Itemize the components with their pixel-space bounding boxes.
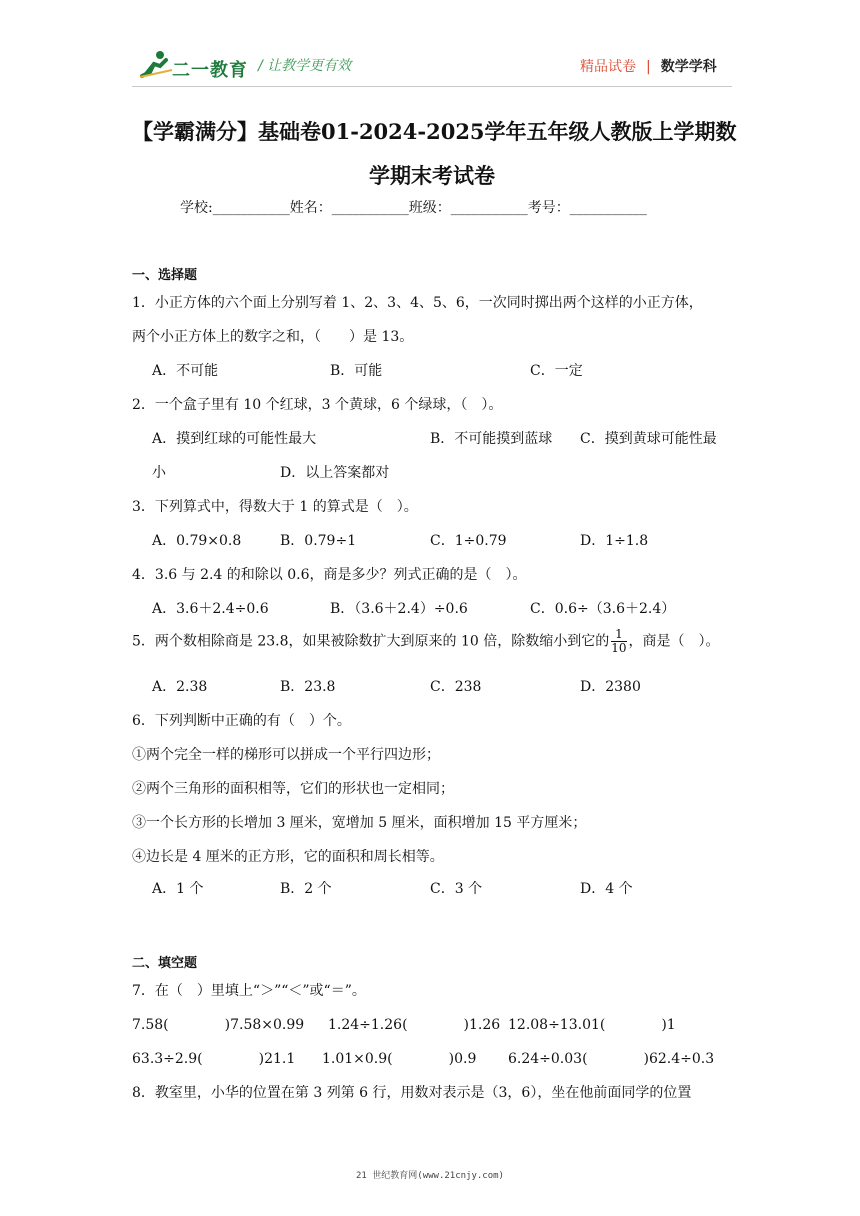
question-6-option-c: C．3 个 [430, 881, 483, 897]
question-3-option-c: C．1÷0.79 [430, 533, 507, 549]
question-2-option-c: C．摸到黄球可能性最 [580, 431, 717, 447]
section-heading-fill: 二、填空题 [132, 956, 198, 971]
question-7-item-5: 1.01×0.9( )0.9 [322, 1051, 477, 1067]
question-2-option-a: A．摸到红球的可能性最大 [152, 431, 317, 447]
question-1-option-b: B．可能 [330, 363, 383, 379]
question-3-option-b: B．0.79÷1 [280, 533, 357, 549]
question-1-line1: 1．小正方体的六个面上分别写着 1、2、3、4、5、6，一次同时掷出两个这样的小正方体， [132, 295, 703, 311]
question-6-statement-2: ②两个三角形的面积相等，它们的形状也一定相同； [132, 781, 454, 797]
question-5-option-b: B．23.8 [280, 679, 336, 695]
fraction-denominator: 10 [611, 641, 627, 655]
question-2-option-b: B．不可能摸到蓝球 [430, 431, 553, 447]
slogan: / 让教学更有效 [258, 58, 352, 74]
question-7-item-3: 12.08÷13.01( )1 [508, 1017, 676, 1033]
subject-label: 数学学科 [660, 59, 717, 75]
fraction-one-tenth [611, 628, 626, 655]
header-divider [132, 86, 732, 87]
question-4-option-c: C．0.6÷（3.6＋2.4） [530, 601, 676, 617]
question-7-item-4: 63.3÷2.9( )21.1 [132, 1051, 296, 1067]
question-5-tail: ，商是（ ）。 [628, 633, 720, 650]
question-5-option-a: A．2.38 [152, 679, 208, 695]
question-1-line2: 两个小正方体上的数字之和，（ ）是 13。 [132, 329, 414, 345]
question-4-option-a: A．3.6＋2.4÷0.6 [152, 601, 269, 617]
question-3-option-a: A．0.79×0.8 [152, 533, 242, 549]
brand-name: 二一教育 [172, 60, 248, 81]
page-footer: 21 世纪教育网(www.21cnjy.com) [356, 1171, 504, 1181]
question-1-option-c: C．一定 [530, 363, 583, 379]
question-6-statement-1: ①两个完全一样的梯形可以拼成一个平行四边形； [132, 747, 440, 763]
page-title-line2: 学期末考试卷 [369, 163, 495, 188]
question-5-option-d: D．2380 [580, 679, 641, 695]
page-title-line1: 【学霸满分】基础卷01-2024-2025学年五年级人教版上学期数 [132, 119, 737, 144]
question-6-option-d: D．4 个 [580, 881, 633, 897]
brand-logo [138, 50, 258, 80]
student-info-line: 学校:___________姓名：___________班级：___________考号：___________ [180, 200, 647, 216]
question-2-option-c-cont: 小 [152, 465, 166, 481]
question-8: 8．教室里，小华的位置在第 3 列第 6 行，用数对表示是（3，6），坐在他前面同学的位置 [132, 1085, 692, 1101]
premium-paper-label: 精品试卷 [580, 59, 636, 75]
question-6-statement-4: ④边长是 4 厘米的正方形，它的面积和周长相等。 [132, 849, 444, 865]
header-right [580, 56, 717, 76]
question-4: 4．3.6 与 2.4 的和除以 0.6，商是多少？列式正确的是（ ）。 [132, 567, 527, 583]
question-6-option-b: B．2 个 [280, 881, 332, 897]
question-6-option-a: A．1 个 [152, 881, 204, 897]
question-5-text: 5．两个数相除商是 23.8，如果被除数扩大到原来的 10 倍，除数缩小到它的 [132, 633, 610, 650]
question-1-option-a: A．不可能 [152, 363, 219, 379]
question-7-item-6: 6.24÷0.03( )62.4÷0.3 [508, 1051, 715, 1067]
question-3-option-d: D．1÷1.8 [580, 533, 649, 549]
question-6: 6．下列判断中正确的有（ ）个。 [132, 713, 351, 729]
question-4-option-b: B．（3.6＋2.4）÷0.6 [330, 601, 468, 617]
section-heading-choice: 一、选择题 [132, 268, 198, 283]
question-3: 3．下列算式中，得数大于 1 的算式是（ ）。 [132, 499, 418, 515]
question-2-option-d: D．以上答案都对 [280, 465, 390, 481]
question-7: 7．在（ ）里填上“＞”“＜”或“＝”。 [132, 983, 366, 999]
runner-logo-icon [138, 50, 174, 80]
header-separator: | [646, 59, 651, 75]
question-7-item-2: 1.24÷1.26( )1.26 [328, 1017, 501, 1033]
question-5-option-c: C．238 [430, 679, 482, 695]
question-5 [132, 628, 720, 655]
question-6-statement-3: ③一个长方形的长增加 3 厘米，宽增加 5 厘米，面积增加 15 平方厘米； [132, 815, 587, 831]
question-2: 2．一个盒子里有 10 个红球，3 个黄球，6 个绿球，（ ）。 [132, 397, 503, 413]
fraction-numerator: 1 [611, 628, 626, 642]
question-7-item-1: 7.58( )7.58×0.99 [132, 1017, 305, 1033]
